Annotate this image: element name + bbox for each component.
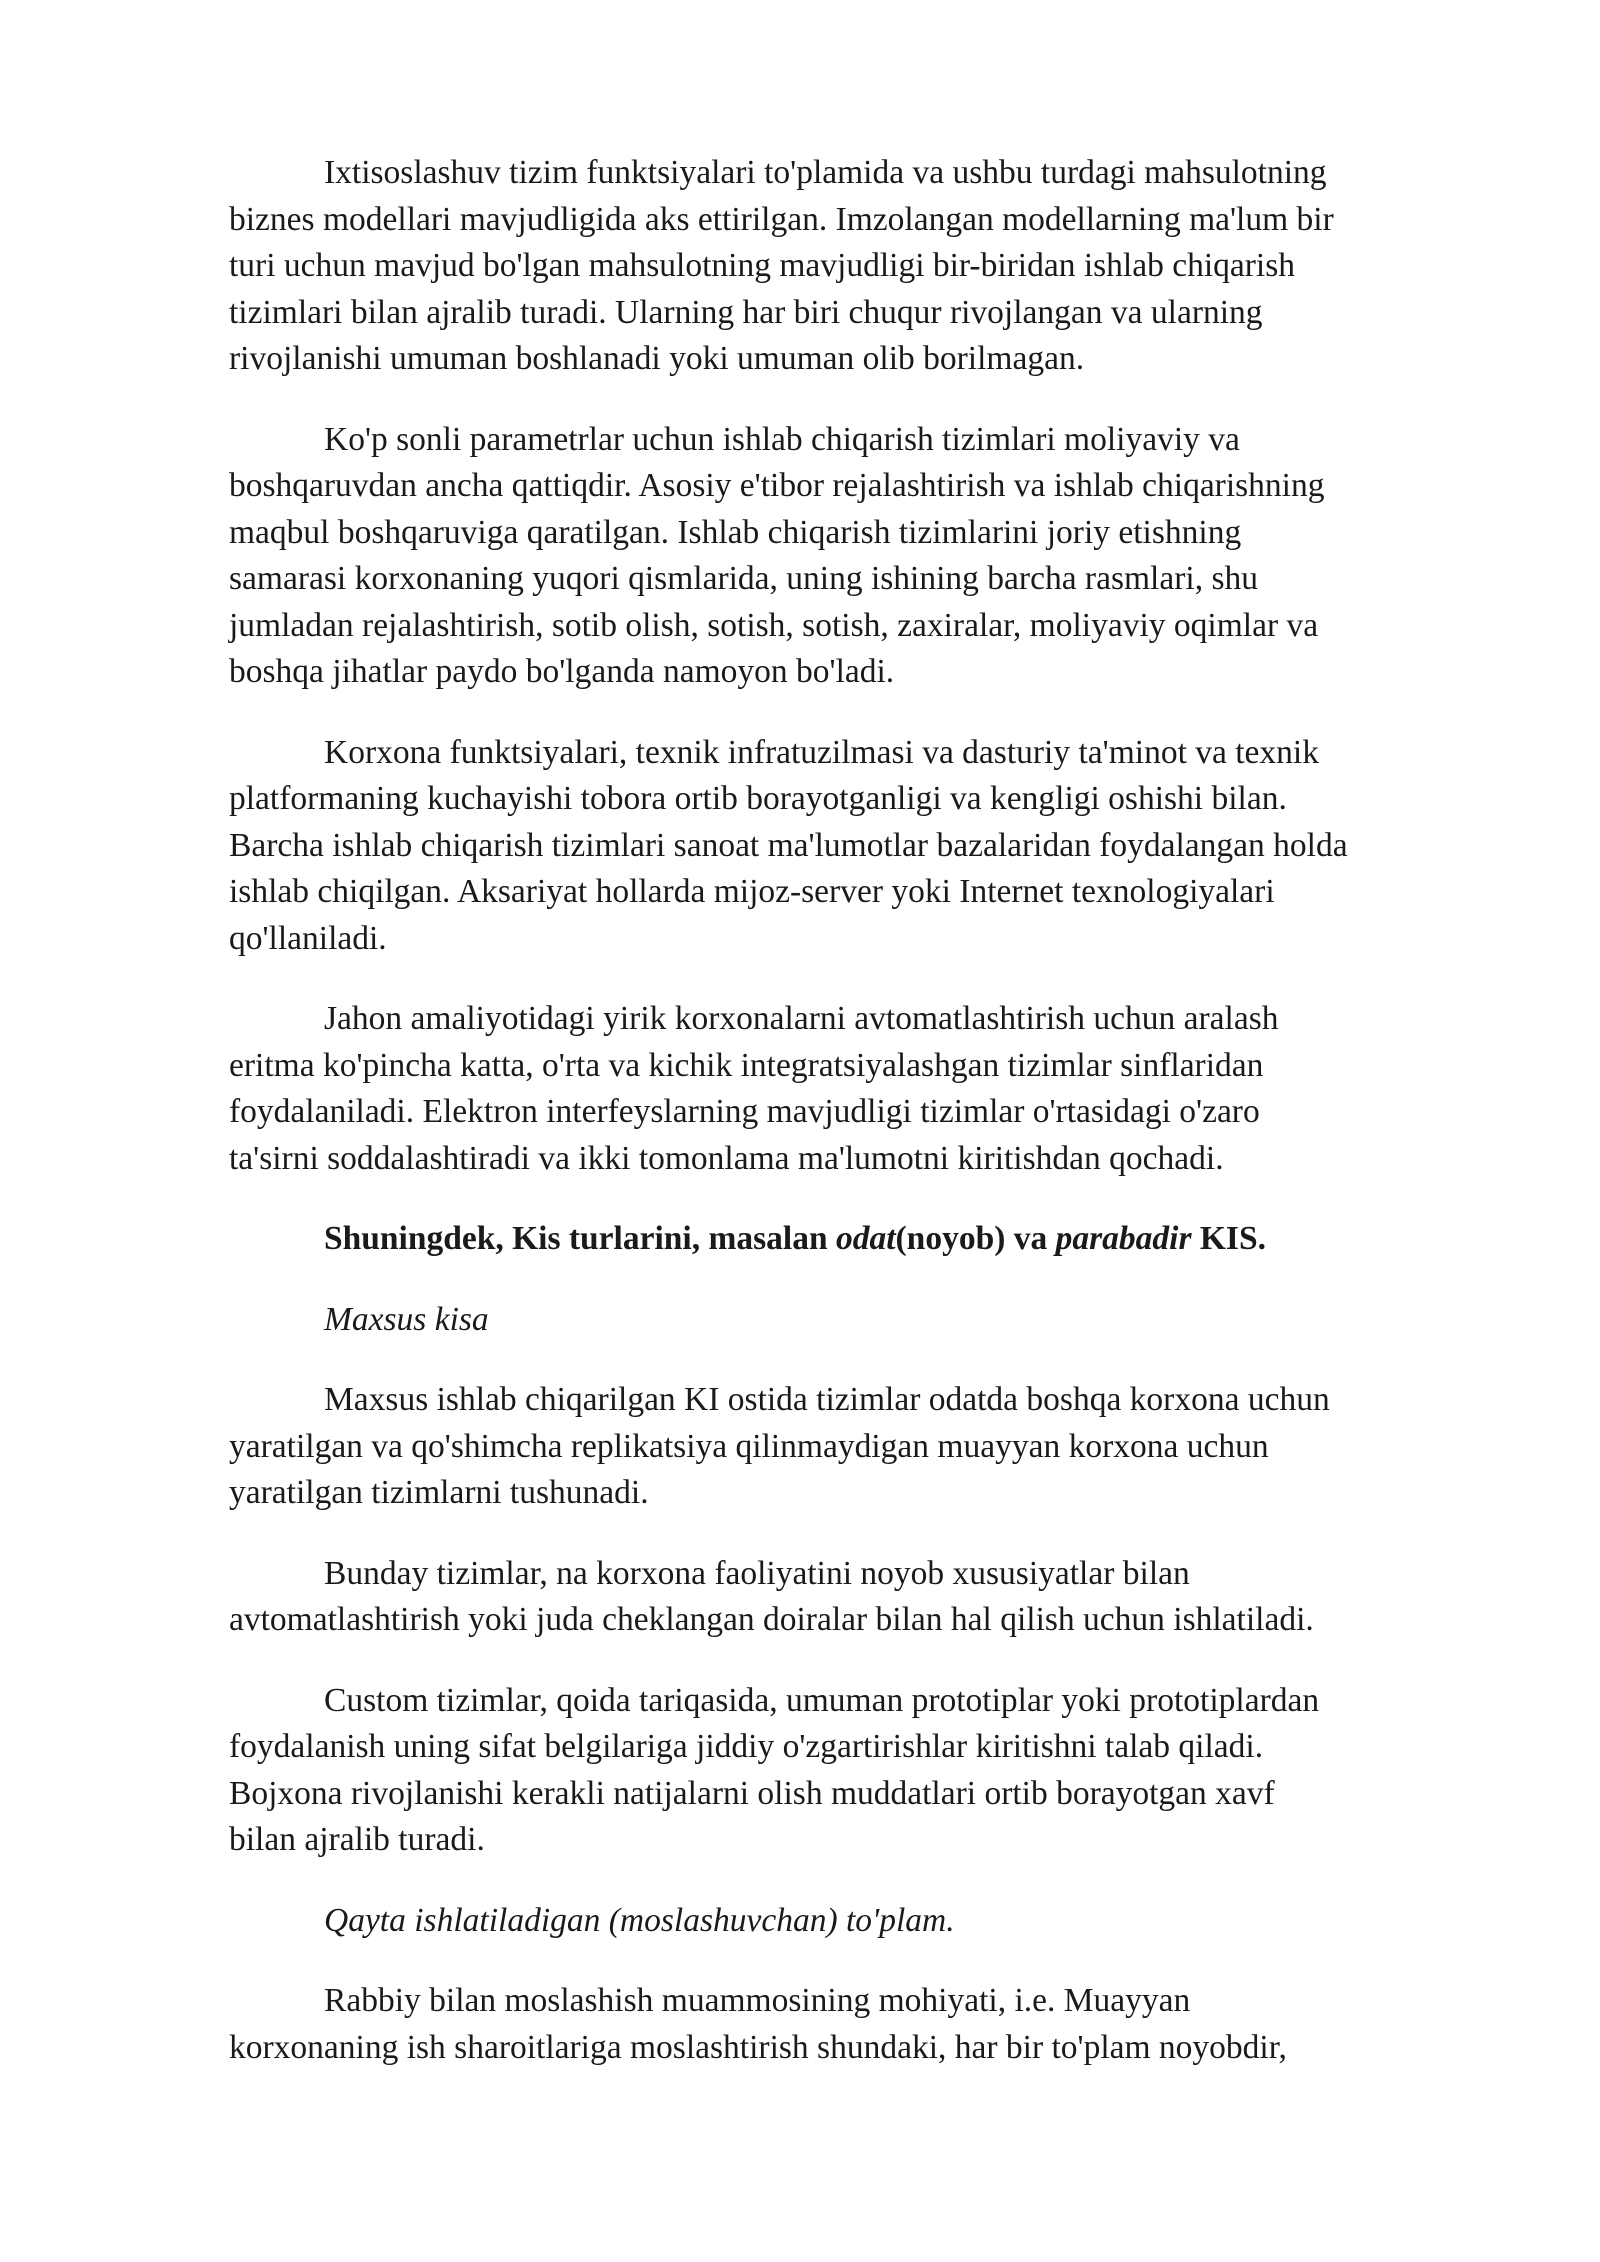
heading-text: KIS. [1191, 1220, 1266, 1257]
text-line: boshqa jihatlar paydo bo'lganda namoyon bo'ladi. [229, 653, 895, 690]
paragraph-7 [229, 1678, 1499, 1864]
heading-text: Shuningdek, Kis turlarini, masalan [324, 1220, 836, 1257]
subheading-text: Maxsus kisa [324, 1300, 489, 1338]
text-line: yaratilgan va qo'shimcha replikatsiya qilinmaydigan muayyan korxona uchun [229, 1427, 1269, 1465]
text-line: Barcha ishlab chiqarish tizimlari sanoat ma'lumotlar bazalaridan foydalangan holda [229, 826, 1348, 864]
subheading-text: Qayta ishlatiladigan (moslashuvchan) to'plam. [324, 1901, 955, 1939]
text-line: tizimlari bilan ajralib turadi. Ularning har biri chuqur rivojlangan va ularning [229, 293, 1263, 331]
text-line: Rabbiy bilan moslashish muammosining mohiyati, i.e. Muayyan [324, 1982, 1191, 2019]
text-line: jumladan rejalashtirish, sotib olish, sotish, sotish, zaxiralar, moliyaviy oqimlar va [229, 606, 1319, 644]
paragraph-4 [229, 996, 1499, 1182]
text-line: biznes modellari mavjudligida aks ettirilgan. Imzolangan modellarning ma'lum bir [229, 200, 1334, 238]
text-line: Bunday tizimlar, na korxona faoliyatini noyob xususiyatlar bilan [324, 1554, 1190, 1592]
paragraph-6 [229, 1551, 1499, 1644]
heading-text: (noyob) va [895, 1220, 1056, 1257]
paragraph-3 [229, 730, 1499, 963]
paragraph-1 [229, 150, 1499, 383]
text-line: Korxona funktsiyalari, texnik infratuzilmasi va dasturiy ta'minot va texnik [324, 733, 1319, 771]
text-line: Ixtisoslashuv tizim funktsiyalari to'plamida va ushbu turdagi mahsulotning [324, 154, 1327, 191]
heading-italic-term: odat [835, 1220, 896, 1257]
text-line: qo'llaniladi. [229, 919, 387, 957]
text-line: samarasi korxonaning yuqori qismlarida, uning ishining barcha rasmlari, shu [229, 560, 1258, 597]
text-line: turi uchun mavjud bo'lgan mahsulotning mavjudligi bir-biridan ishlab chiqarish [229, 247, 1296, 284]
subheading-reusable [229, 1898, 1499, 1945]
text-line: Jahon amaliyotidagi yirik korxonalarni avtomatlashtirish uchun aralash [324, 1000, 1279, 1037]
text-line: foydalanish uning sifat belgilariga jiddiy o'zgartirishlar kiritishni talab qiladi. [229, 1728, 1264, 1765]
paragraph-5 [229, 1377, 1499, 1517]
document-page [229, 150, 1499, 2105]
text-line: rivojlanishi umuman boshlanadi yoki umuman olib borilmagan. [229, 340, 1085, 377]
subheading-custom [229, 1297, 1499, 1344]
paragraph-2 [229, 417, 1499, 696]
text-line: Bojxona rivojlanishi kerakli natijalarni olish muddatlari ortib borayotgan xavf [229, 1774, 1275, 1812]
text-line: Ko'p sonli parametrlar uchun ishlab chiqarish tizimlari moliyaviy va [324, 420, 1240, 458]
paragraph-8 [229, 1978, 1499, 2071]
heading-italic-term: parabadir [1055, 1220, 1192, 1257]
section-heading [229, 1216, 1499, 1263]
text-line: korxonaning ish sharoitlariga moslashtirish shundaki, har bir to'plam noyobdir, [229, 2028, 1287, 2066]
text-line: avtomatlashtirish yoki juda cheklangan doiralar bilan hal qilish uchun ishlatiladi. [229, 1601, 1314, 1638]
text-line: Custom tizimlar, qoida tariqasida, umuman prototiplar yoki prototiplardan [324, 1681, 1320, 1719]
text-line: Maxsus ishlab chiqarilgan KI ostida tizimlar odatda boshqa korxona uchun [324, 1381, 1330, 1418]
text-line: ishlab chiqilgan. Aksariyat hollarda mijoz-server yoki Internet texnologiyalari [229, 873, 1275, 910]
text-line: maqbul boshqaruviga qaratilgan. Ishlab chiqarish tizimlarini joriy etishning [229, 513, 1242, 551]
text-line: eritma ko'pincha katta, o'rta va kichik integratsiyalashgan tizimlar sinflaridan [229, 1046, 1264, 1084]
text-line: bilan ajralib turadi. [229, 1821, 485, 1858]
text-line: boshqaruvdan ancha qattiqdir. Asosiy e'tibor rejalashtirish va ishlab chiqarishning [229, 467, 1325, 504]
text-line: foydalaniladi. Elektron interfeyslarning mavjudligi tizimlar o'rtasidagi o'zaro [229, 1093, 1260, 1130]
text-line: platformaning kuchayishi tobora ortib borayotganligi va kengligi oshishi bilan. [229, 780, 1287, 817]
text-line: ta'sirni soddalashtiradi va ikki tomonlama ma'lumotni kiritishdan qochadi. [229, 1139, 1224, 1177]
text-line: yaratilgan tizimlarni tushunadi. [229, 1474, 649, 1511]
